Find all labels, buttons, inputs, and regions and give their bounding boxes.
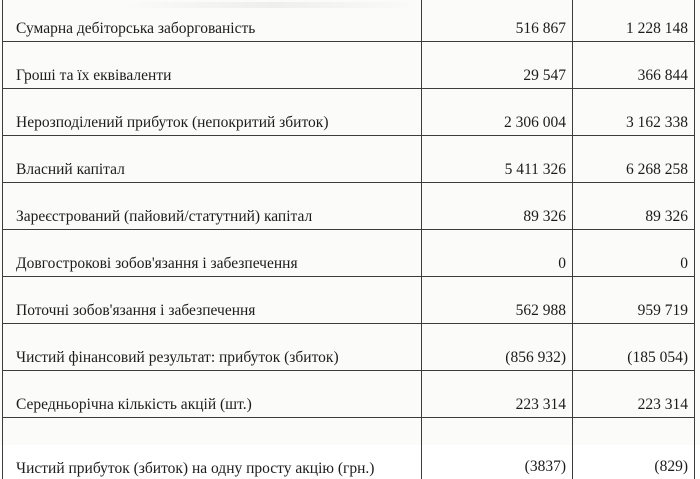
row-label: Власний капітал [3, 136, 422, 183]
value-period-2: 959 719 [573, 277, 695, 324]
value-period-1: (856 932) [422, 324, 573, 371]
value-period-2: 366 844 [573, 42, 695, 89]
table-row [3, 371, 695, 418]
row-label: Чистий прибуток (збиток) на одну просту акцію (грн.) [3, 418, 422, 479]
value-period-1: 516 867 [422, 0, 573, 42]
value-period-2: (185 054) [573, 324, 695, 371]
value-period-1: 29 547 [422, 42, 573, 89]
row-label: Сумарна дебіторська заборгованість [3, 0, 422, 42]
value-period-1: 2 306 004 [422, 89, 573, 136]
table-row [3, 277, 695, 324]
value-period-2: 89 326 [573, 183, 695, 230]
table-row [3, 89, 695, 136]
value-period-2: 1 228 148 [573, 0, 695, 42]
value-period-1: 5 411 326 [422, 136, 573, 183]
value-period-2: 3 162 338 [573, 89, 695, 136]
value-period-1: 89 326 [422, 183, 573, 230]
value-period-1: (3837) [422, 418, 573, 479]
row-label: Довгострокові зобов'язання і забезпечення [3, 230, 422, 277]
table-row [3, 42, 695, 89]
table-row [3, 0, 695, 42]
row-label: Зареєстрований (пайовий/статутний) капітал [3, 183, 422, 230]
table-row [3, 136, 695, 183]
financial-indicators-table [2, 0, 695, 479]
table-row [3, 324, 695, 371]
value-period-2: 6 268 258 [573, 136, 695, 183]
table-row [3, 183, 695, 230]
row-label: Нерозподілений прибуток (непокритий збиток) [3, 89, 422, 136]
table-row [3, 418, 695, 479]
table-row [3, 230, 695, 277]
value-period-1: 562 988 [422, 277, 573, 324]
value-period-1: 0 [422, 230, 573, 277]
value-period-1: 223 314 [422, 371, 573, 418]
value-period-2: 0 [573, 230, 695, 277]
value-period-2: 223 314 [573, 371, 695, 418]
row-label: Чистий фінансовий результат: прибуток (збиток) [3, 324, 422, 371]
row-label: Середньорічна кількість акцій (шт.) [3, 371, 422, 418]
row-label: Гроші та їх еквіваленти [3, 42, 422, 89]
row-label: Поточні зобов'язання і забезпечення [3, 277, 422, 324]
value-period-2: (829) [573, 418, 695, 479]
